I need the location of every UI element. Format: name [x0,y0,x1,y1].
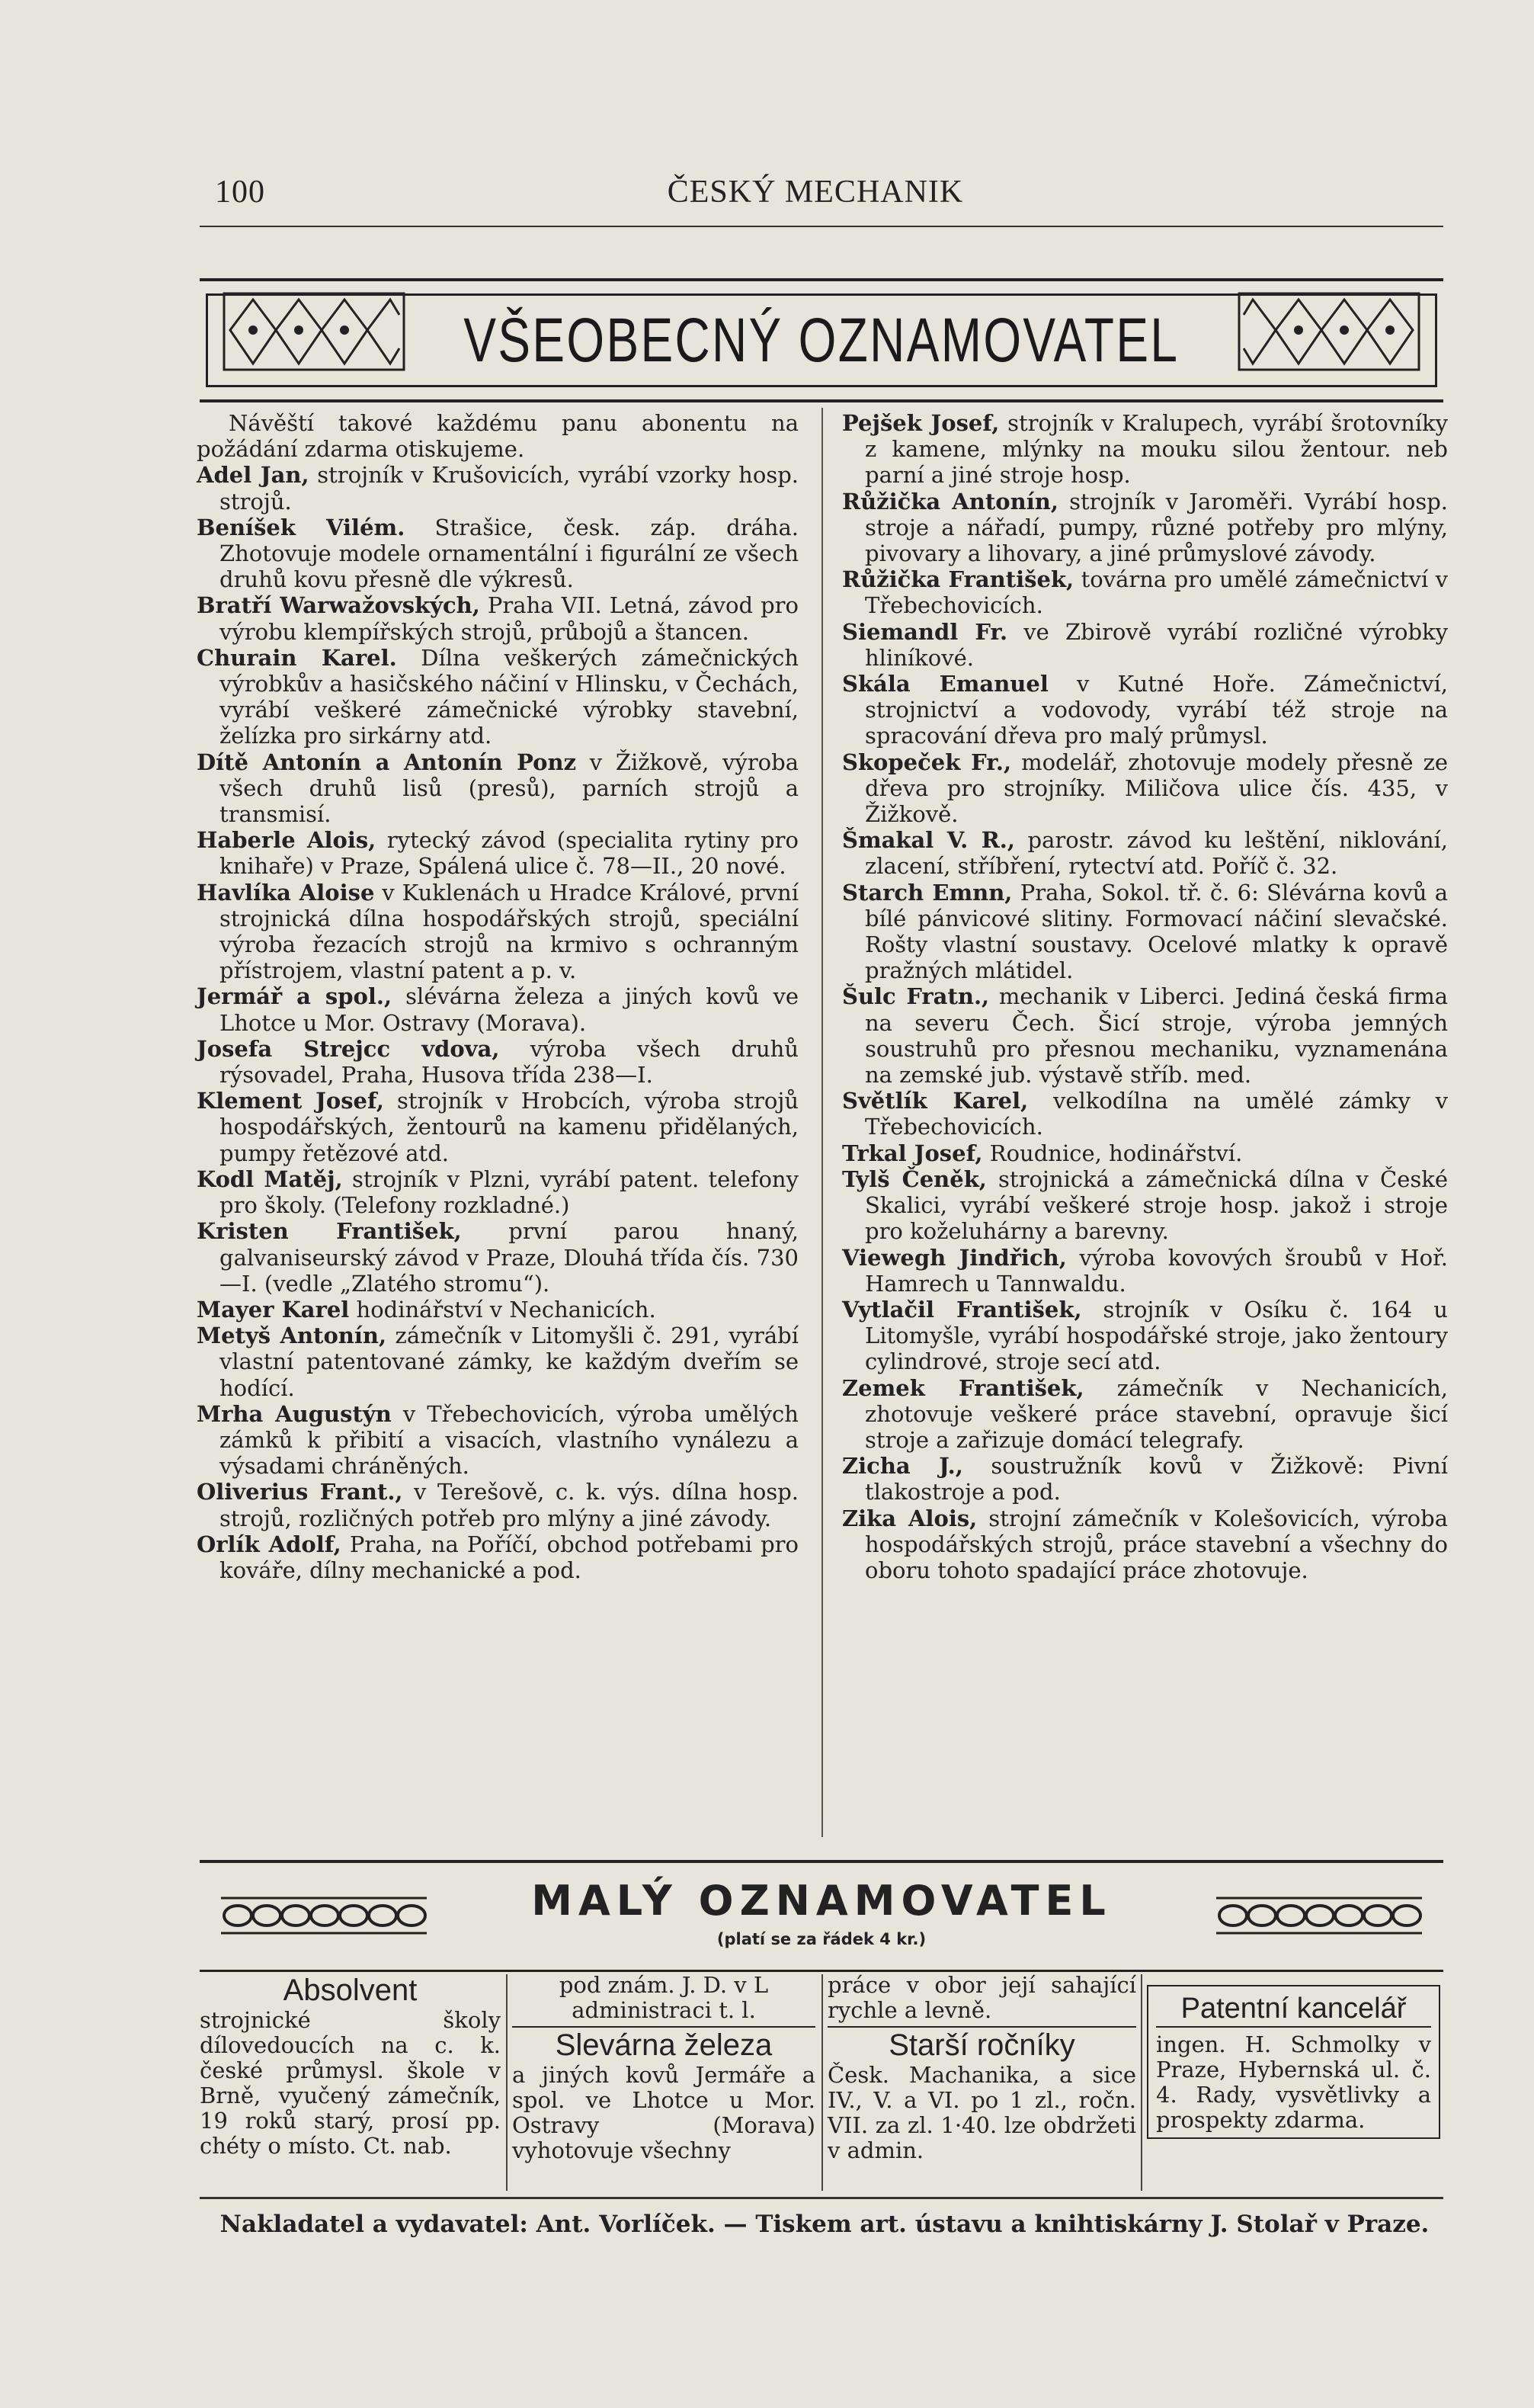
company-name: Skála Emanuel [842,671,1049,697]
entry-text: v Kuklenách u Hradce Králové, první strojnická dílna hospodářských strojů, speciální výroba řezacích strojů na krmivo s ochranným přístrojem, vlastní patent a p. v. [219,879,799,984]
listing-entry [842,827,1448,879]
listing-entry [197,827,799,879]
entry-text: zámečník v Litomyšli č. 291, vyrábí vlastní patentované zámky, ke každým dveřím se hodící. [219,1323,799,1401]
entry-text: strojník v Jaroměři. Vyrábí hosp. stroje a nářadí, pumpy, různé potřeby pro mlýny, pivovary a lihovary, a jiné průmyslové závody. [865,488,1448,567]
entry-text: parostr. závod ku leštění, niklování, zlacení, stříbření, rytectví atd. Poříč č. 32. [865,827,1448,880]
entry-text: velkodílna na umělé zámky v Třebechovicích. [865,1088,1448,1140]
listing-entry [842,749,1448,828]
listing-entry [197,410,799,462]
listing-entry [197,983,799,1035]
ad-divider [1141,1974,1142,2191]
ad-heading: Patentní kancelář [1156,1991,1431,2028]
listing-entry [197,1531,799,1583]
ad-patentni-kancelar [1147,1985,1440,2139]
entry-text: Roudnice, hodinářství. [982,1140,1243,1166]
company-name: Churain Karel. [197,644,397,671]
company-name: Siemandl Fr. [842,618,1008,645]
listing-entry [197,1036,799,1088]
entry-text: v Terešově, c. k. výs. dílna hosp. strojů, rozličných potřeb pro mlýny a jiné závody. [219,1479,799,1531]
ad-continued-text: pod znám. J. D. v L administraci t. l. [559,1972,769,2023]
listing-entry [842,1297,1448,1375]
company-name: Josefa Strejcc vdova, [197,1035,500,1062]
listing-entry [197,515,799,593]
entry-text: slévárna železa a jiných kovů ve Lhotce u Mor. Ostravy (Morava). [219,983,799,1036]
imprint-footer: Nakladatel a vydavatel: Ant. Vorlíček. — Tiskem art. ústavu a knihtiskárny J. Stolař v Praze. [219,2211,1430,2238]
listing-entry [842,489,1448,567]
listing-entry [197,1297,799,1323]
page-number: 100 [215,175,265,210]
listing-entry [842,619,1448,671]
company-name: Zemek František, [842,1374,1084,1401]
company-name: Oliverius Frant., [197,1479,403,1505]
chain-ornament-right-icon [1216,1892,1422,1939]
entry-text: výroba kovových šroubů v Hoř. Hamrech u Tannwaldu. [865,1244,1448,1297]
ad-divider [821,1974,823,2191]
entry-text: v Žižkově, výroba všech druhů lisů (presů), parních strojů a transmisí. [219,749,799,828]
banner-title: VŠEOBECNÝ OZNAMOVATEL [463,305,1180,375]
listing-entry [197,880,799,984]
entry-text: v Kutné Hoře. Zámečnictví, strojnictví a vodovody, vyrábí též stroje na spracování dřeva pro malý průmysl. [865,671,1448,749]
company-name: Havlíka Aloise [197,879,375,906]
company-name: Beníšek Vilém. [197,514,405,540]
ad-absolvent [200,1973,501,2159]
ad-text: strojnické školy dílovedoucích na c. k. české průmysl. škole v Brně, vyučený zámečník, 19 roků starý, prosí pp. chéty o místo. Ct. nab. [200,2007,501,2159]
listing-entry [842,1453,1448,1505]
footer-rule [200,2197,1443,2199]
entry-text: ve Zbirově vyrábí rozličné výrobky hliníkové. [865,618,1449,671]
listing-entry [197,1401,799,1480]
company-name: Orlík Adolf, [197,1531,341,1557]
company-name: Klement Josef, [197,1088,384,1114]
company-name: Zicha J., [842,1453,963,1480]
entry-text: strojník v Kralupech, vyrábí šrotovníky z kamene, mlýnky na mouku silou žentour. neb parní a jiné stroje hosp. [865,410,1448,489]
listing-entry [197,592,799,644]
entry-text: zámečník v Nechanicích, zhotovuje veškeré práce stavební, opravuje šicí stroje a zařizuje domácí telegrafy. [865,1374,1448,1453]
ad-text: a jiných kovů Jermáře a spol. ve Lhotce u Mor. Ostravy (Morava) vyhotovuje všechny [512,2062,815,2163]
header-rule [200,226,1443,227]
company-name: Adel Jan, [197,462,309,489]
entry-text: Praha VII. Letná, závod pro výrobu klempířských strojů, průbojů a štancen. [219,592,799,645]
company-name: Kristen František, [197,1218,462,1245]
page-header [191,166,1440,220]
company-name: Zika Alois, [842,1505,978,1531]
ad-text: ingen. H. Schmolky v Praze, Hybernská ul. č. 4. Rady, vysvětlivky a prospekty zdarma. [1156,2031,1431,2133]
entry-text: strojník v Osíku č. 164 u Litomyšle, vyrábí hospodářské stroje, jako žentoury cylindrové, stroje secí atd. [865,1296,1448,1375]
ad-heading: Starší ročníky [828,2026,1136,2063]
listing-entry [842,1375,1448,1454]
journal-title: ČESKÝ MECHANIK [667,175,964,210]
entry-text: strojnická a zámečnická dílna v České Skalici, vyrábí veškeré stroje hosp. jakož i stroje pro koželuhárny a barevny. [865,1166,1448,1245]
ad-heading: Absolvent [283,1974,418,2007]
entry-text: mechanik v Liberci. Jediná česká firma na severu Čech. Šicí stroje, výroba jemných soustruhů pro přesnou mechaniku, vyznamenána na zemské jub. výstavě stříb. med. [865,983,1448,1089]
entry-text: Strašice, česk. záp. dráha. Zhotovuje modele ornamentální i figurální ze všech druhů kovu přesně dle výkresů. [219,514,799,593]
entry-text: Návěští takové každému panu abonentu na požádání zdarma otiskujeme. [197,410,799,463]
listing-entry [197,1323,799,1401]
company-name: Mrha Augustýn [197,1400,392,1427]
maly-oznamovatel-banner [200,1860,1443,1972]
ad-text: Česk. Machanika, a sice IV., V. a VI. po 1 zl., ročn. VII. za zl. 1·40. lze obdržeti v admin. [828,2062,1136,2163]
entry-text: Dílna veškerých zámečnických výrobkův a hasičského náčiní v Hlinsku, v Čechách, vyrábí veškeré zámečnické výrobky stavební, želízka pro sirkárny atd. [219,644,799,749]
entry-text: strojník v Hrobcích, výroba strojů hospodářských, žentourů na kamenu přidělaných, pumpy řetězové atd. [219,1088,799,1166]
listing-entry [197,1166,799,1218]
entry-text: modelář, zhotovuje modely přesně ze dřeva pro strojníky. Miličova ulice čís. 435, v Žižkově. [865,749,1449,828]
column-divider [821,408,823,1837]
company-name: Bratří Warwažovských, [197,592,480,619]
company-name: Dítě Antonín a Antonín Ponz [197,749,577,775]
company-name: Tylš Čeněk, [842,1166,987,1192]
company-name: Šulc Fratn., [842,983,990,1010]
company-name: Pejšek Josef, [842,410,1000,436]
listing-entry [842,1140,1448,1166]
company-name: Mayer Karel [197,1296,350,1323]
entry-text: první parou hnaný, galvaniseurský závod v Praze, Dlouhá třída čís. 730—I. (vedle „Zlatého stromu“). [219,1218,799,1297]
entry-text: Praha, na Poříčí, obchod potřebami pro kováře, dílny mechanické a pod. [219,1531,799,1583]
company-name: Viewegh Jindřich, [842,1244,1067,1271]
entry-text: strojník v Krušovicích, vyrábí vzorky hosp. strojů. [219,462,799,515]
listing-entry [842,880,1448,984]
listing-entry [197,1479,799,1531]
entry-text: strojník v Plzni, vyrábí patent. telefony pro školy. (Telefony rozkladné.) [219,1166,799,1219]
listing-entry [842,1245,1448,1297]
company-name: Haberle Alois, [197,827,376,854]
left-column [197,410,799,1583]
ad-continued-text: práce v obor její sahající rychle a levně. [828,1972,1136,2023]
entry-text: Praha, Sokol. tř. č. 6: Slévárna kovů a bílé pánvicové slitiny. Formovací náčiní slevačské. Rošty vlastní soustavy. Ocelové mlatky k opravě pražných mlátidel. [865,879,1448,984]
company-name: Světlík Karel, [842,1088,1029,1114]
company-name: Růžička Antonín, [842,488,1058,515]
listing-entry [842,1505,1448,1584]
ad-divider [506,1974,508,2191]
banner [200,278,1443,402]
listing-entry [197,645,799,749]
company-name: Metyš Antonín, [197,1323,387,1349]
listing-entry [842,566,1448,618]
listing-entry [842,671,1448,749]
ad-starsi-rocniky [828,1973,1136,2163]
entry-text: strojní zámečník v Kolešovicích, výroba hospodářských strojů, práce stavební a všechny do oboru tohoto spadající práce zhotovuje. [865,1505,1448,1583]
company-name: Trkal Josef, [842,1140,983,1166]
right-column [842,410,1448,1583]
listing-entry [842,1166,1448,1245]
company-name: Starch Emnn, [842,879,1013,906]
ad-slevarna [512,1973,815,2163]
entry-text: v Třebechovicích, výroba umělých zámků k přibití a visacích, vlastního vynálezu a výsadami chráněných. [219,1400,799,1480]
listing-entry [842,983,1448,1088]
entry-text: soustružník kovů v Žižkově: Pivní tlakostroje a pod. [865,1453,1448,1505]
entry-text: hodinářství v Nechanicích. [349,1296,656,1323]
listing-entry [842,1088,1448,1140]
maly-subtitle: (platí se za řádek 4 kr.) [716,1930,927,1948]
company-name: Vytlačil František, [842,1296,1082,1323]
listing-entry [197,1218,799,1297]
company-name: Růžička František, [842,566,1074,593]
ornament-right-icon [1238,292,1420,371]
company-name: Skopeček Fr., [842,749,1012,775]
listing-entry [197,1088,799,1166]
listing-entry [197,462,799,514]
entry-text: továrna pro umělé zámečnictví v Třebechovicích. [865,566,1449,619]
company-name: Šmakal V. R., [842,827,1015,854]
entry-text: výroba všech druhů rýsovadel, Praha, Husova třída 238—I. [219,1035,799,1089]
company-name: Kodl Matěj, [197,1166,343,1192]
listing-entry [197,749,799,828]
company-name: Jermář a spol., [197,983,392,1010]
ad-heading: Slevárna železa [512,2026,815,2063]
entry-text: rytecký závod (specialita rytiny pro knihaře) v Praze, Spálená ulice č. 78—II., 20 nové. [219,827,799,880]
listing-entry [842,410,1448,489]
maly-title: MALÝ OZNAMOVATEL [531,1877,1112,1925]
ad-box [1147,1985,1440,2139]
